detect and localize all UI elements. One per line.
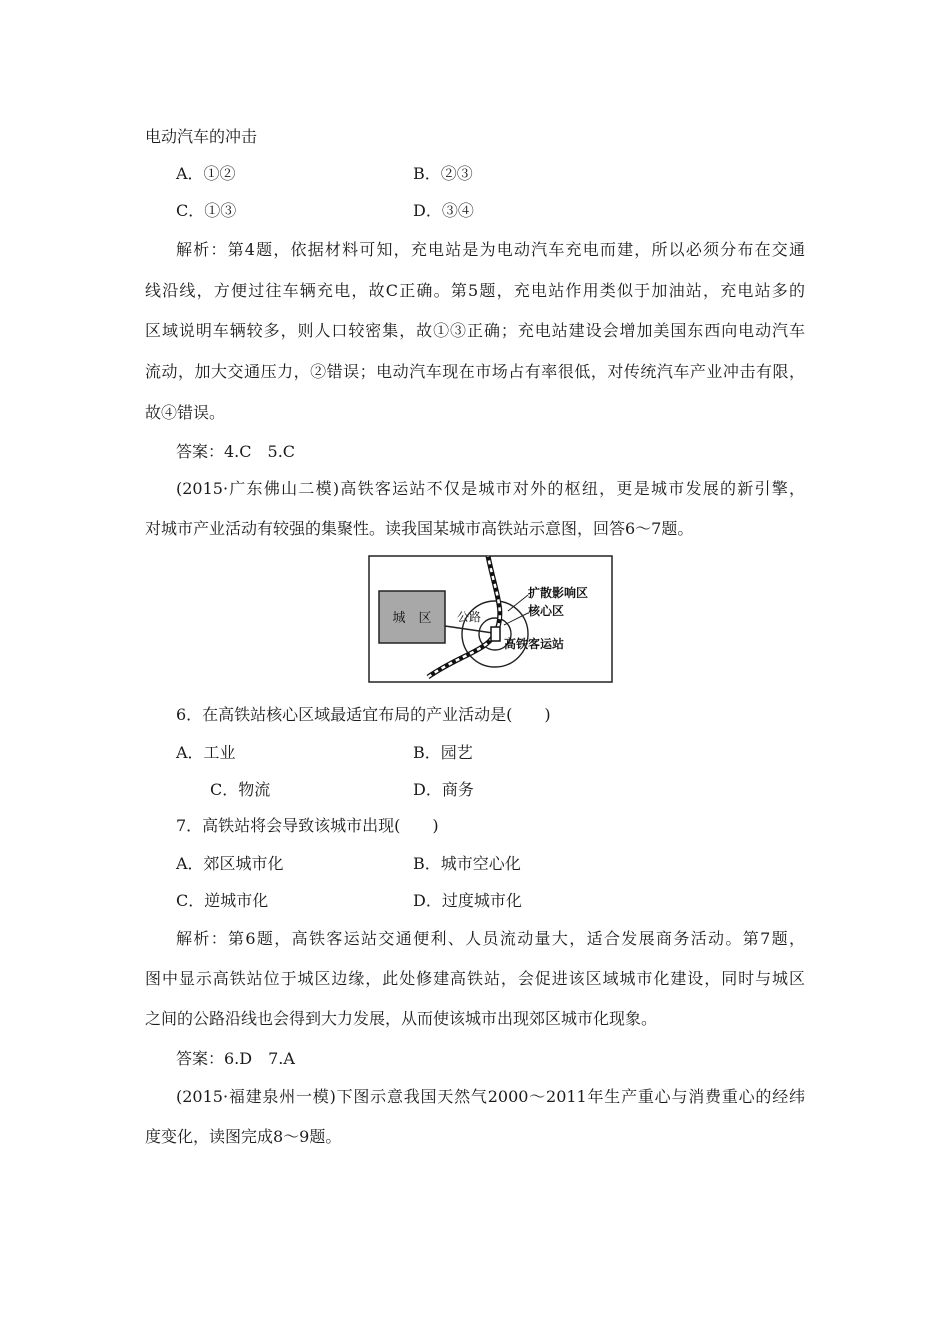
analysis-paragraph: 线沿线，方便过往车辆充电，故C正确。第5题，充电站作用类似于加油站，充电站多的 — [145, 281, 805, 300]
option-d: D．③④ — [413, 201, 474, 220]
question-7: 7．高铁站将会导致该城市出现( ) — [176, 816, 439, 835]
option-c: C．①③ — [176, 201, 237, 220]
station-icon — [491, 627, 500, 641]
option-c: C．逆城市化 — [176, 891, 269, 910]
high-speed-rail-station-diagram — [368, 555, 613, 683]
option-d: D．商务 — [413, 780, 474, 799]
text-line: 电动汽车的冲击 — [145, 127, 258, 146]
analysis-paragraph: 解析：第6题，高铁客运站交通便利、人员流动量大，适合发展商务活动。第7题， — [176, 929, 805, 948]
station-label: 高铁客运站 — [504, 637, 565, 651]
analysis-paragraph: 解析：第4题，依据材料可知，充电站是为电动汽车充电而建，所以必须分布在交通 — [176, 240, 805, 259]
option-b: B．园艺 — [413, 743, 473, 762]
analysis-paragraph: 之间的公路沿线也会得到大力发展，从而使该城市出现郊区城市化现象。 — [145, 1009, 658, 1028]
question-6: 6．在高铁站核心区域最适宜布局的产业活动是( ) — [176, 705, 551, 724]
question-intro: (2015·福建泉州一模)下图示意我国天然气2000～2011年生产重心与消费重心的经纬 — [176, 1087, 805, 1106]
option-a: A．郊区城市化 — [176, 854, 284, 873]
option-a: A．工业 — [176, 743, 236, 762]
analysis-paragraph: 区域说明车辆较多，则人口较密集，故①③正确；充电站建设会增加美国东西向电动汽车 — [145, 321, 805, 340]
option-d: D．过度城市化 — [413, 891, 522, 910]
analysis-paragraph: 图中显示高铁站位于城区边缘，此处修建高铁站，会促进该区域城市化建设，同时与城区 — [145, 969, 805, 988]
analysis-paragraph: 流动，加大交通压力，②错误；电动汽车现在市场占有率很低，对传统汽车产业冲击有限， — [145, 362, 805, 381]
question-intro: 对城市产业活动有较强的集聚性。读我国某城市高铁站示意图，回答6～7题。 — [145, 519, 694, 538]
core-zone-label: 核心区 — [528, 604, 565, 618]
question-intro: 度变化，读图完成8～9题。 — [145, 1127, 342, 1146]
city-label: 城 区 — [392, 611, 432, 626]
option-b: B．②③ — [413, 164, 473, 183]
analysis-paragraph: 故④错误。 — [145, 403, 226, 422]
diffusion-zone-label: 扩散影响区 — [528, 586, 589, 600]
option-a: A．①② — [176, 164, 236, 183]
option-b: B．城市空心化 — [413, 854, 521, 873]
road-label: 公路 — [457, 610, 482, 624]
question-intro: (2015·广东佛山二模)高铁客运站不仅是城市对外的枢纽，更是城市发展的新引擎， — [176, 479, 805, 498]
answer-line: 答案：6.D 7.A — [176, 1049, 295, 1068]
answer-line: 答案：4.C 5.C — [176, 442, 296, 461]
option-c: C．物流 — [210, 780, 271, 799]
